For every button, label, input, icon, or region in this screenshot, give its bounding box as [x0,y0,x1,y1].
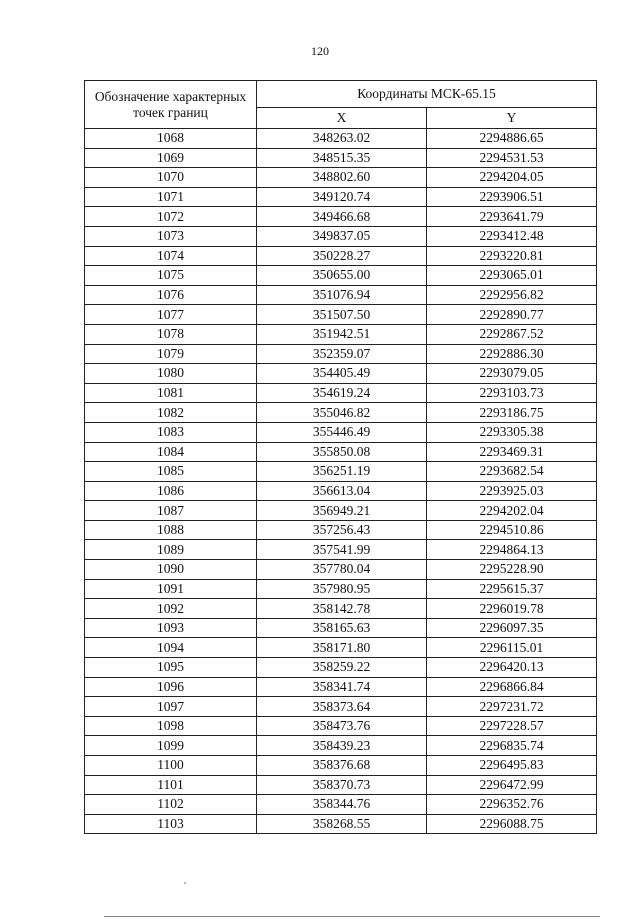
table-row [85,658,597,678]
table-row [85,716,597,736]
point-designation-header: Обозначение характерных точек границ [85,81,257,129]
table-row [85,540,597,560]
table-header [85,81,597,129]
x-coordinate-cell: 358142.78 [257,599,427,619]
y-coordinate-cell: 2293641.79 [427,207,597,227]
coordinates-table [84,80,597,834]
table-row [85,226,597,246]
point-id-cell: 1089 [85,540,257,560]
y-coordinate-cell: 2296866.84 [427,677,597,697]
table-row [85,207,597,227]
x-coordinate-cell: 358268.55 [257,814,427,834]
point-id-cell: 1085 [85,462,257,482]
table-row [85,324,597,344]
table-body [85,129,597,834]
y-coordinate-cell: 2292867.52 [427,324,597,344]
point-id-cell: 1071 [85,187,257,207]
y-coordinate-cell: 2294886.65 [427,129,597,149]
x-coordinate-cell: 356613.04 [257,481,427,501]
x-coordinate-cell: 358376.68 [257,756,427,776]
y-coordinate-cell: 2293079.05 [427,364,597,384]
x-coordinate-cell: 356949.21 [257,501,427,521]
table-row [85,266,597,286]
point-id-cell: 1068 [85,129,257,149]
y-coordinate-cell: 2294204.05 [427,168,597,188]
point-id-cell: 1103 [85,814,257,834]
point-id-cell: 1072 [85,207,257,227]
table-row [85,285,597,305]
y-coordinate-cell: 2293925.03 [427,481,597,501]
point-id-cell: 1098 [85,716,257,736]
point-id-cell: 1069 [85,148,257,168]
point-id-cell: 1083 [85,422,257,442]
point-id-cell: 1074 [85,246,257,266]
x-coordinate-cell: 357780.04 [257,560,427,580]
y-coordinate-cell: 2292886.30 [427,344,597,364]
table-row [85,383,597,403]
table-row [85,756,597,776]
x-coordinate-cell: 356251.19 [257,462,427,482]
point-id-cell: 1095 [85,658,257,678]
bottom-edge-line [104,916,600,917]
x-coordinate-cell: 357256.43 [257,520,427,540]
point-id-cell: 1073 [85,226,257,246]
table-row [85,697,597,717]
y-coordinate-cell: 2293906.51 [427,187,597,207]
table-row [85,638,597,658]
point-id-cell: 1092 [85,599,257,619]
table-row [85,775,597,795]
x-coordinate-cell: 358439.23 [257,736,427,756]
x-coordinate-cell: 358473.76 [257,716,427,736]
point-id-cell: 1100 [85,756,257,776]
x-coordinate-cell: 358259.22 [257,658,427,678]
point-id-cell: 1101 [85,775,257,795]
table-row [85,814,597,834]
x-coordinate-cell: 358165.63 [257,618,427,638]
table-row [85,618,597,638]
table-row [85,364,597,384]
y-coordinate-cell: 2296088.75 [427,814,597,834]
x-coordinate-cell: 348263.02 [257,129,427,149]
x-column-header: X [257,108,427,129]
y-coordinate-cell: 2292890.77 [427,305,597,325]
table-row [85,246,597,266]
x-coordinate-cell: 355046.82 [257,403,427,423]
table-row [85,481,597,501]
point-id-cell: 1091 [85,579,257,599]
table-row [85,168,597,188]
point-id-cell: 1075 [85,266,257,286]
x-coordinate-cell: 350228.27 [257,246,427,266]
y-coordinate-cell: 2293065.01 [427,266,597,286]
x-coordinate-cell: 348515.35 [257,148,427,168]
point-id-cell: 1076 [85,285,257,305]
table-row [85,795,597,815]
y-coordinate-cell: 2293103.73 [427,383,597,403]
x-coordinate-cell: 357541.99 [257,540,427,560]
point-id-cell: 1082 [85,403,257,423]
x-coordinate-cell: 351942.51 [257,324,427,344]
x-coordinate-cell: 349466.68 [257,207,427,227]
x-coordinate-cell: 357980.95 [257,579,427,599]
point-id-cell: 1099 [85,736,257,756]
x-coordinate-cell: 354405.49 [257,364,427,384]
x-coordinate-cell: 355446.49 [257,422,427,442]
y-coordinate-cell: 2293412.48 [427,226,597,246]
y-coordinate-cell: 2294531.53 [427,148,597,168]
y-coordinate-cell: 2296472.99 [427,775,597,795]
y-coordinate-cell: 2293305.38 [427,422,597,442]
table-row [85,187,597,207]
y-coordinate-cell: 2294864.13 [427,540,597,560]
x-coordinate-cell: 350655.00 [257,266,427,286]
y-coordinate-cell: 2295228.90 [427,560,597,580]
point-id-cell: 1096 [85,677,257,697]
x-coordinate-cell: 352359.07 [257,344,427,364]
x-coordinate-cell: 358344.76 [257,795,427,815]
table-row [85,736,597,756]
y-coordinate-cell: 2294202.04 [427,501,597,521]
y-coordinate-cell: 2296019.78 [427,599,597,619]
table-row [85,442,597,462]
y-coordinate-cell: 2294510.86 [427,520,597,540]
y-coordinate-cell: 2295615.37 [427,579,597,599]
table-row [85,403,597,423]
x-coordinate-cell: 358341.74 [257,677,427,697]
table-row [85,677,597,697]
coordinates-system-header: Координаты МСК-65.15 [257,81,597,108]
table-row [85,462,597,482]
y-coordinate-cell: 2296352.76 [427,795,597,815]
x-coordinate-cell: 351507.50 [257,305,427,325]
table-row [85,501,597,521]
table-row [85,129,597,149]
point-id-cell: 1094 [85,638,257,658]
scan-speck [184,882,186,884]
table-row [85,579,597,599]
y-coordinate-cell: 2292956.82 [427,285,597,305]
point-id-cell: 1097 [85,697,257,717]
page-number: 120 [311,44,329,58]
y-coordinate-cell: 2296097.35 [427,618,597,638]
x-coordinate-cell: 354619.24 [257,383,427,403]
table-row [85,520,597,540]
point-id-cell: 1079 [85,344,257,364]
y-coordinate-cell: 2297231.72 [427,697,597,717]
x-coordinate-cell: 349120.74 [257,187,427,207]
table-row [85,560,597,580]
y-coordinate-cell: 2296495.83 [427,756,597,776]
point-id-cell: 1080 [85,364,257,384]
y-column-header: Y [427,108,597,129]
point-id-cell: 1102 [85,795,257,815]
point-id-cell: 1093 [85,618,257,638]
point-id-cell: 1078 [85,324,257,344]
x-coordinate-cell: 355850.08 [257,442,427,462]
y-coordinate-cell: 2293186.75 [427,403,597,423]
point-id-cell: 1077 [85,305,257,325]
x-coordinate-cell: 358370.73 [257,775,427,795]
point-id-cell: 1070 [85,168,257,188]
y-coordinate-cell: 2296115.01 [427,638,597,658]
table-row [85,148,597,168]
table-row [85,344,597,364]
y-coordinate-cell: 2293469.31 [427,442,597,462]
y-coordinate-cell: 2293682.54 [427,462,597,482]
point-id-cell: 1088 [85,520,257,540]
x-coordinate-cell: 349837.05 [257,226,427,246]
table-row [85,305,597,325]
x-coordinate-cell: 358373.64 [257,697,427,717]
point-id-cell: 1090 [85,560,257,580]
y-coordinate-cell: 2293220.81 [427,246,597,266]
point-id-cell: 1087 [85,501,257,521]
x-coordinate-cell: 348802.60 [257,168,427,188]
y-coordinate-cell: 2296835.74 [427,736,597,756]
point-id-cell: 1081 [85,383,257,403]
x-coordinate-cell: 351076.94 [257,285,427,305]
x-coordinate-cell: 358171.80 [257,638,427,658]
table-row [85,422,597,442]
y-coordinate-cell: 2297228.57 [427,716,597,736]
point-id-cell: 1086 [85,481,257,501]
y-coordinate-cell: 2296420.13 [427,658,597,678]
point-id-cell: 1084 [85,442,257,462]
table-row [85,599,597,619]
